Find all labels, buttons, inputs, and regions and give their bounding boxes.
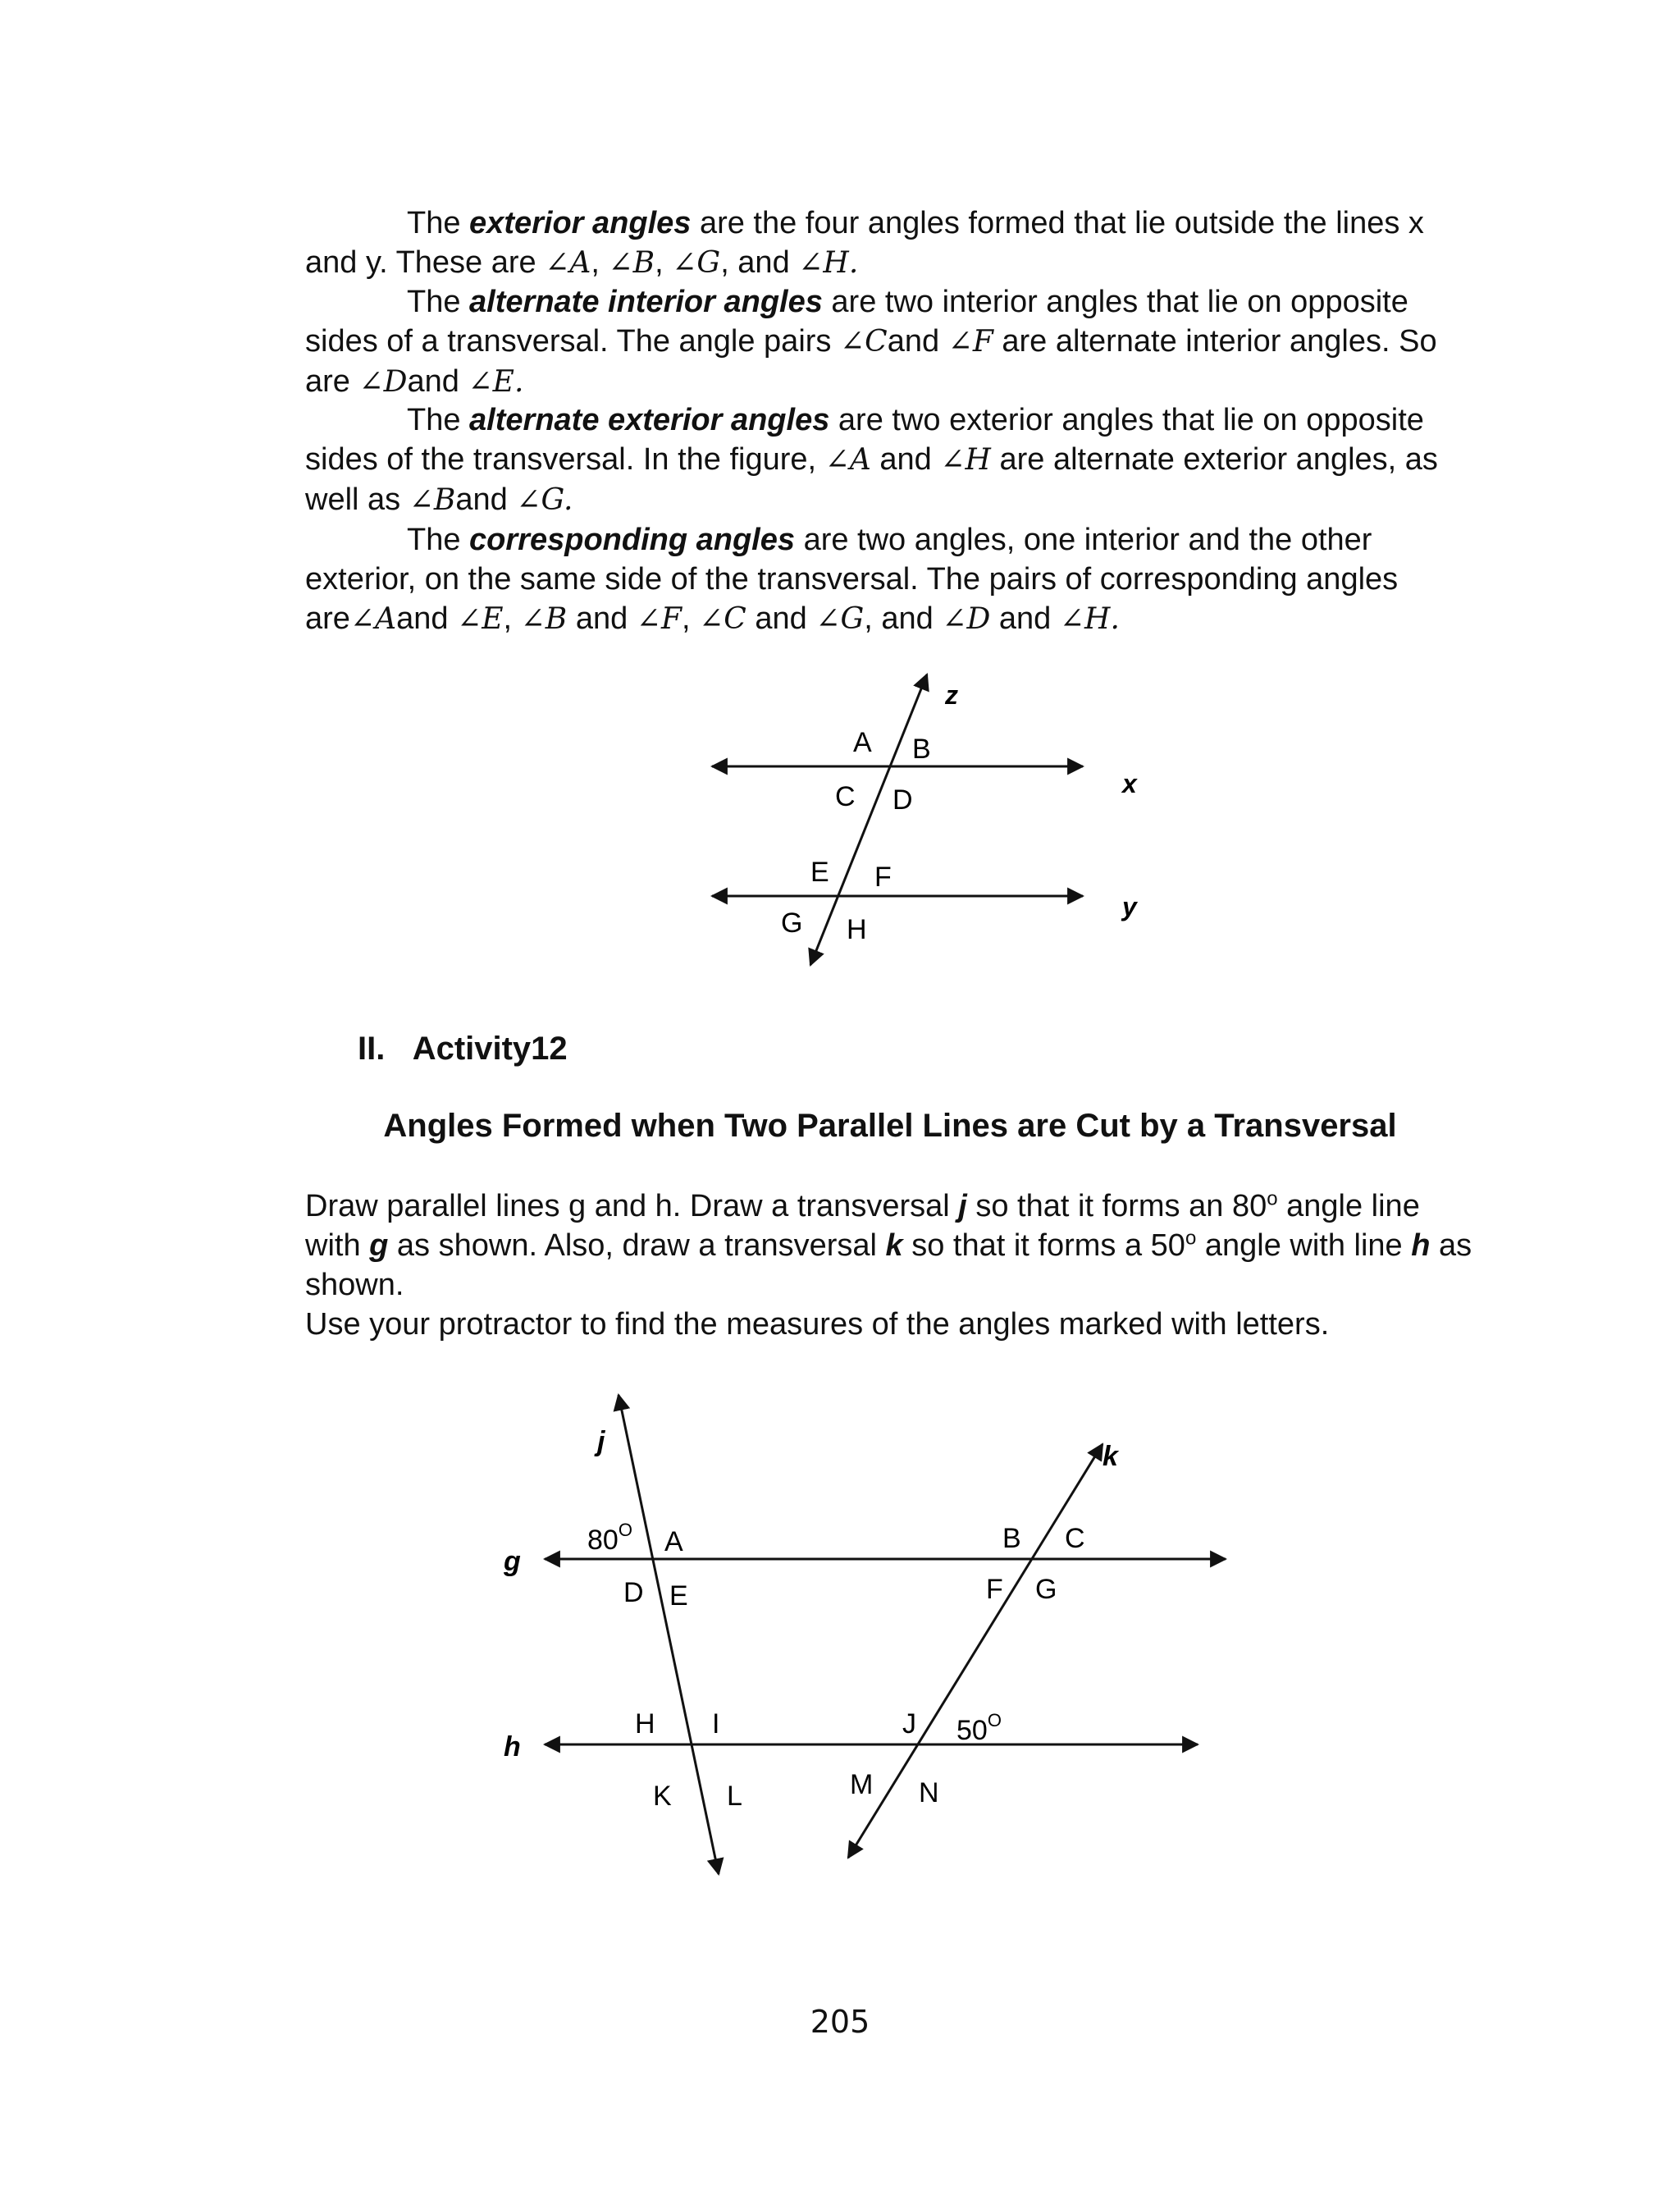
- text: are alternate exterior angles, as well as: [305, 442, 1438, 517]
- page-number: 205: [810, 2004, 870, 2040]
- angle-symbol: ∠B: [409, 483, 456, 517]
- text: .: [514, 365, 524, 399]
- angle-symbol: ∠B: [520, 602, 568, 636]
- angle-label-g: G: [781, 908, 803, 939]
- label-y: y: [1122, 892, 1137, 921]
- degree-mark: O: [618, 1520, 632, 1540]
- angle-label-e: E: [669, 1580, 688, 1612]
- angle-label-b: B: [1002, 1523, 1021, 1554]
- angle-symbol: ∠G: [516, 483, 564, 517]
- term-k: k: [885, 1228, 903, 1263]
- text: and: [396, 601, 458, 636]
- instructions-protractor: Use your protractor to find the measures of the angles marked with letters.: [305, 1307, 1330, 1342]
- text: and: [407, 364, 468, 399]
- angle-symbol: ∠G: [815, 602, 865, 636]
- angle-symbol: ∠C: [839, 325, 888, 359]
- angle-symbol: ∠H: [940, 443, 991, 477]
- angle-label-f: F: [986, 1574, 1003, 1605]
- angle-symbol: ∠E: [468, 365, 514, 399]
- figure-activity-lines-g-h: [0, 1378, 1680, 1920]
- activity-subtitle: Angles Formed when Two Parallel Lines are Cut by a Transversal: [383, 1108, 1397, 1144]
- angle-symbol: ∠D: [358, 365, 408, 399]
- degree-mark: O: [987, 1710, 1002, 1731]
- term-h: h: [1411, 1228, 1431, 1263]
- section-heading: [358, 1031, 568, 1068]
- text: ,: [655, 245, 673, 280]
- angle-label-e: E: [810, 857, 829, 888]
- angle-label-c: C: [835, 781, 856, 812]
- text: The: [407, 206, 470, 240]
- angle-value: 80: [587, 1525, 619, 1556]
- angle-symbol: ∠A: [545, 246, 591, 280]
- text: ,: [591, 245, 609, 280]
- text: and: [746, 601, 816, 636]
- text: so that it forms an 80: [966, 1189, 1267, 1223]
- text: .: [563, 483, 573, 517]
- text: , and: [720, 245, 799, 280]
- text: .: [1110, 602, 1120, 636]
- text: and: [455, 482, 517, 517]
- text: ,: [503, 601, 521, 636]
- degree-mark: o: [1185, 1227, 1197, 1250]
- text: and: [567, 601, 637, 636]
- angle-label-f: F: [874, 862, 892, 893]
- text: are two angles, one interior and the other exterior, on the same side of the transversal. The pairs of corresponding angles are: [305, 523, 1399, 636]
- term-alternate-exterior-angles: alternate exterior angles: [469, 403, 830, 437]
- angle-symbol: ∠E: [457, 602, 504, 636]
- angle-label-l: L: [727, 1781, 742, 1812]
- text: , and: [864, 601, 943, 636]
- section-title: Activity12: [412, 1031, 568, 1067]
- term-g: g: [369, 1228, 389, 1263]
- text: The: [407, 523, 470, 557]
- text: are alternate interior angles. So are: [305, 324, 1437, 399]
- section-number: II.: [358, 1031, 386, 1067]
- term-j: j: [958, 1189, 967, 1223]
- transversal-k: [848, 1444, 1102, 1858]
- text: .: [848, 246, 859, 280]
- angle-symbol: ∠F: [636, 602, 682, 636]
- angle-symbol: ∠H: [798, 246, 849, 280]
- text: The: [407, 403, 470, 437]
- angle-label-a: A: [853, 727, 872, 758]
- angle-symbol: ∠C: [699, 602, 746, 636]
- figure-parallel-lines-transversal-z: [0, 0, 1680, 1017]
- angle-label-d: D: [623, 1577, 644, 1608]
- angle-symbol: ∠F: [947, 325, 993, 359]
- angle-label-h: H: [635, 1708, 655, 1740]
- angle-label-c: C: [1065, 1523, 1085, 1554]
- angle-value-50: [956, 1710, 1002, 1746]
- angle-label-m: M: [850, 1769, 874, 1800]
- text: ,: [681, 601, 700, 636]
- angle-symbol: ∠A: [349, 602, 397, 636]
- text: The: [407, 285, 470, 319]
- text: and: [990, 601, 1060, 636]
- angle-label-j: J: [902, 1708, 916, 1740]
- angle-symbol: ∠A: [824, 443, 871, 477]
- label-x: x: [1122, 769, 1137, 798]
- degree-mark: o: [1267, 1187, 1278, 1210]
- term-exterior-angles: exterior angles: [469, 206, 692, 240]
- text: as shown. Also, draw a transversal: [388, 1228, 886, 1263]
- text: are the four angles formed that lie outside the lines x and y. These are: [305, 206, 1424, 280]
- angle-label-k: K: [653, 1781, 672, 1812]
- angle-label-g: G: [1035, 1574, 1057, 1605]
- label-h: h: [504, 1731, 521, 1763]
- text: are two interior angles that lie on opposite sides of a transversal. The angle pairs: [305, 285, 1408, 359]
- text: are two exterior angles that lie on opposite sides of the transversal. In the figure,: [305, 403, 1424, 477]
- text: so that it forms a 50: [902, 1228, 1185, 1263]
- angle-label-n: N: [919, 1777, 939, 1808]
- text: angle with line: [1196, 1228, 1412, 1263]
- label-k: k: [1102, 1441, 1118, 1472]
- angle-label-b: B: [912, 734, 931, 765]
- instructions-paragraph: [305, 1186, 1478, 1305]
- angle-value-80: [587, 1520, 632, 1556]
- angle-label-a: A: [664, 1526, 683, 1557]
- angle-symbol: ∠D: [942, 602, 991, 636]
- text: Draw parallel lines g and h. Draw a transversal: [305, 1189, 959, 1223]
- angle-value: 50: [956, 1715, 988, 1746]
- angle-label-h: H: [847, 914, 867, 945]
- text: angle line with: [305, 1189, 1420, 1263]
- transversal-z: [810, 674, 927, 965]
- text: and: [870, 442, 941, 477]
- term-corresponding-angles: corresponding angles: [469, 523, 796, 557]
- label-j: j: [597, 1426, 605, 1457]
- term-alternate-interior-angles: alternate interior angles: [469, 285, 823, 319]
- text: and: [887, 324, 948, 359]
- angle-symbol: ∠B: [608, 246, 655, 280]
- angle-label-d: D: [892, 784, 913, 816]
- angle-label-i: I: [712, 1708, 720, 1740]
- label-g: g: [504, 1546, 521, 1577]
- text: as shown.: [305, 1228, 1472, 1302]
- angle-symbol: ∠H: [1059, 602, 1111, 636]
- label-z: z: [945, 680, 958, 710]
- angle-symbol: ∠G: [672, 246, 721, 280]
